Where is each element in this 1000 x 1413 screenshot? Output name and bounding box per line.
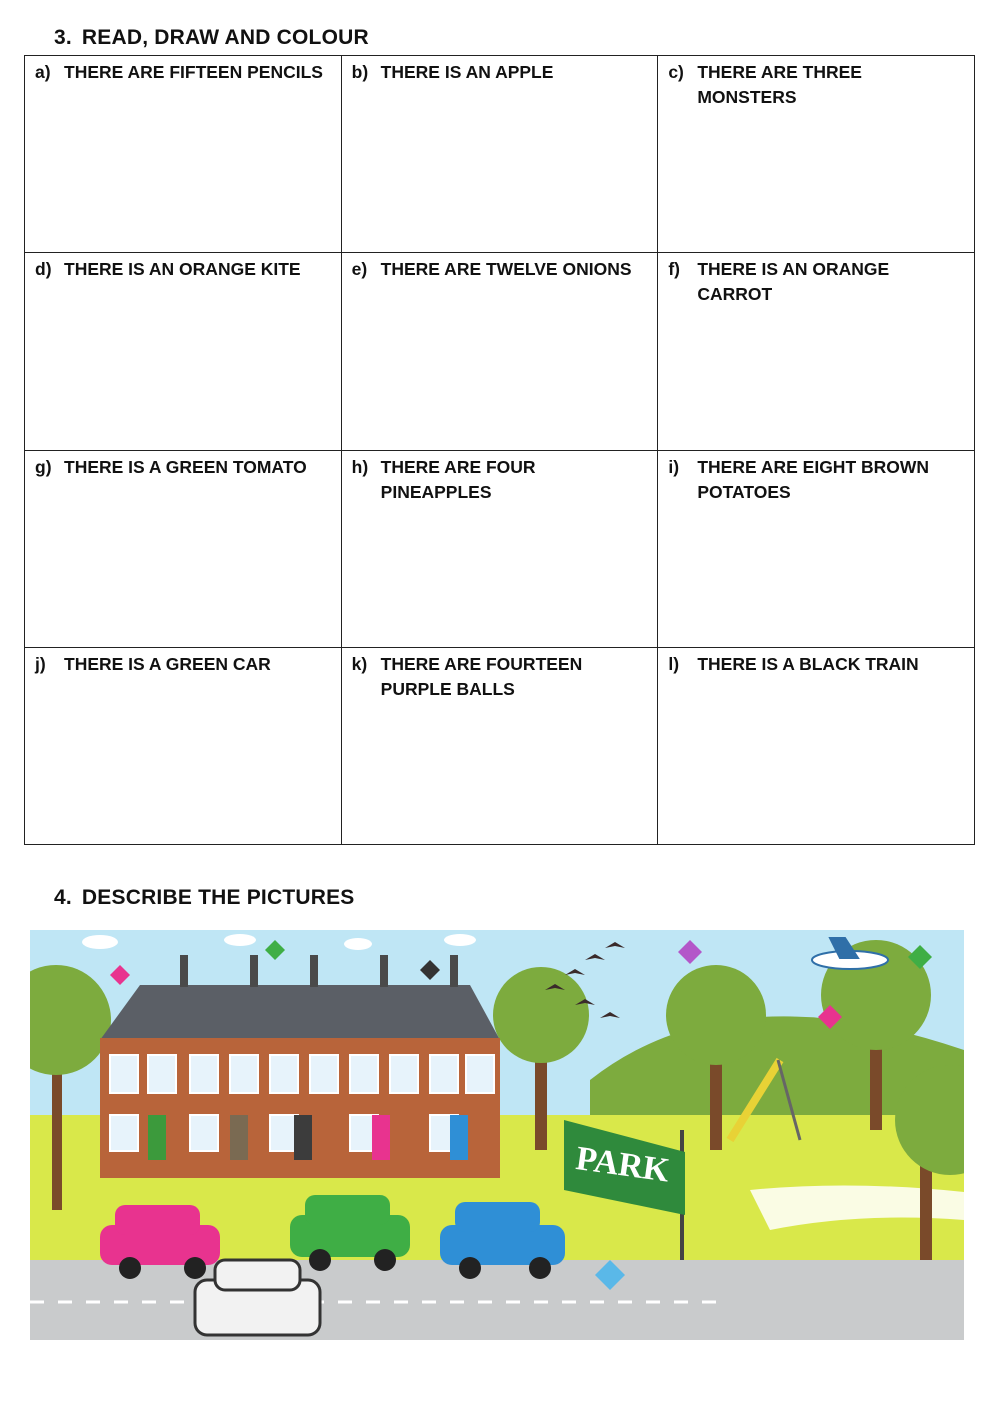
- cell-letter: d): [35, 259, 52, 280]
- cell-text: THERE IS A GREEN CAR: [64, 653, 271, 674]
- grid-cell: [342, 648, 659, 845]
- cell-text: THERE ARE THREE MONSTERS: [697, 62, 862, 107]
- road: [30, 1260, 964, 1340]
- cell-letter: j): [35, 653, 46, 674]
- scene-svg: [30, 930, 964, 1340]
- cell-text: THERE IS AN ORANGE CARROT: [697, 259, 890, 305]
- section-4-title: DESCRIBE THE PICTURES: [81, 886, 355, 909]
- cell-text: THERE IS AN ORANGE KITE: [64, 259, 301, 280]
- grid-cell: [658, 56, 975, 253]
- cell-letter: e): [351, 259, 368, 280]
- section-4-heading: [54, 886, 355, 910]
- cell-text: THERE ARE EIGHT BROWN POTATOES: [697, 456, 930, 502]
- cell-letter: a): [35, 62, 51, 82]
- grid-cell: [25, 253, 342, 450]
- draw-and-colour-grid: [24, 55, 975, 845]
- cell-text: THERE IS A BLACK TRAIN: [697, 653, 919, 674]
- cell-letter: b): [351, 62, 369, 82]
- cell-letter: c): [668, 62, 684, 82]
- cell-text: THERE IS AN APPLE: [380, 62, 554, 82]
- cell-letter: f): [668, 259, 680, 280]
- grid-cell: [25, 451, 342, 648]
- section-3-title: READ, DRAW AND COLOUR: [81, 26, 369, 49]
- grid-cell: [658, 253, 975, 450]
- grid-cell: [25, 648, 342, 845]
- cell-letter: i): [668, 456, 680, 477]
- cell-text: THERE ARE FOUR PINEAPPLES: [380, 456, 536, 502]
- grid-cell: [658, 451, 975, 648]
- section-3-heading: [54, 26, 369, 50]
- section-4-number: 4.: [54, 886, 72, 909]
- grid-cell: [342, 253, 659, 450]
- park-sign-text: PARK: [573, 1139, 672, 1190]
- cell-letter: k): [351, 653, 368, 674]
- cell-text: THERE IS A GREEN TOMATO: [64, 456, 307, 477]
- cell-letter: g): [35, 456, 52, 477]
- cell-letter: h): [351, 456, 369, 477]
- grid-cell: [342, 56, 659, 253]
- cell-text: THERE ARE TWELVE ONIONS: [380, 259, 632, 280]
- grid-cell: [25, 56, 342, 253]
- cell-letter: l): [668, 653, 680, 674]
- cell-text: THERE ARE FOURTEEN PURPLE BALLS: [380, 653, 583, 699]
- cell-text: THERE ARE FIFTEEN PENCILS: [64, 62, 323, 82]
- street-park-illustration: [30, 930, 964, 1340]
- section-3-number: 3.: [54, 26, 72, 49]
- grid-cell: [342, 451, 659, 648]
- grid-cell: [658, 648, 975, 845]
